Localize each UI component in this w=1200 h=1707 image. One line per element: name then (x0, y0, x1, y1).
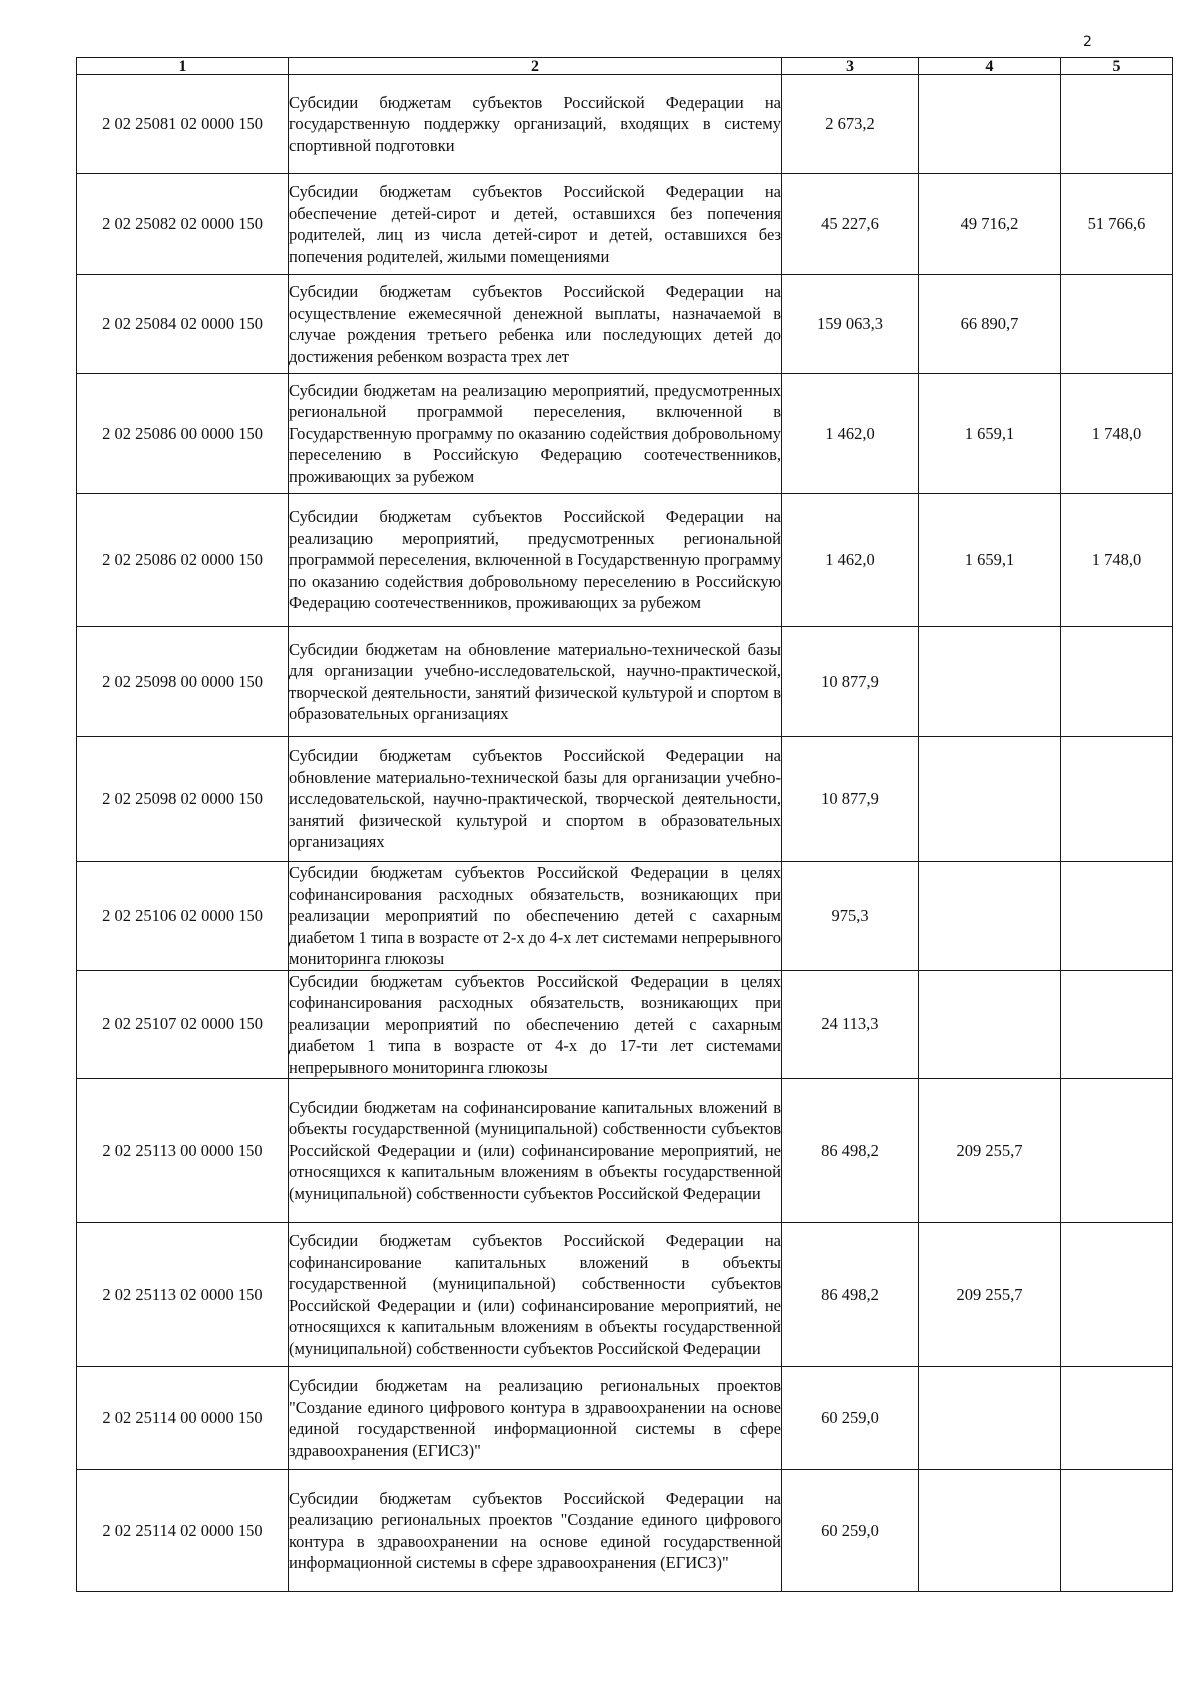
table-row (77, 75, 1173, 174)
value-col5-cell (1061, 1367, 1173, 1470)
description-cell: Субсидии бюджетам субъектов Российской Федерации в целях софинансирования расходных обязательств, возникающих при реализации мероприятий по обеспечению детей с сахарным диабетом 1 типа в возрасте от 4-х до 17-ти лет системами непрерывного мониторинга глюкозы (289, 971, 781, 1077)
description-cell: Субсидии бюджетам на реализацию региональных проектов "Создание единого цифрового контура в здравоохранении на основе единой государственной информационной системы в сфере здравоохранения (ЕГИСЗ)" (289, 1367, 782, 1470)
page-number: 2 (1083, 34, 1092, 50)
value-col3-cell: 86 498,2 (782, 1223, 919, 1367)
value-col3-cell: 60 259,0 (782, 1470, 919, 1592)
value-col5-cell (1061, 970, 1173, 1079)
value-col5-cell (1061, 737, 1173, 862)
description-cell: Субсидии бюджетам субъектов Российской Федерации на государственную поддержку организаций, входящих в систему спортивной подготовки (289, 75, 782, 174)
value-col4-cell (919, 1367, 1061, 1470)
budget-code-cell: 2 02 25114 00 0000 150 (77, 1367, 289, 1470)
value-col3-cell: 1 462,0 (782, 374, 919, 494)
value-col3-cell: 1 462,0 (782, 494, 919, 627)
column-header-value-3: 3 (782, 58, 919, 75)
value-col4-cell (919, 862, 1061, 971)
value-col3-cell: 2 673,2 (782, 75, 919, 174)
value-col4-cell (919, 1470, 1061, 1592)
header-row (77, 58, 1173, 75)
description-cell: Субсидии бюджетам субъектов Российской Федерации на реализацию мероприятий, предусмотренных региональной программой переселения, включенной в Государственную программу по оказанию содействия добровольному переселению в Российскую Федерацию соотечественников, проживающих за рубежом (289, 494, 782, 627)
value-col5-cell (1061, 1470, 1173, 1592)
budget-code-cell: 2 02 25113 00 0000 150 (77, 1079, 289, 1223)
budget-code-cell: 2 02 25082 02 0000 150 (77, 174, 289, 275)
value-col3-cell: 10 877,9 (782, 627, 919, 737)
column-header-code: 1 (77, 58, 289, 75)
table-row (77, 275, 1173, 374)
budget-code-cell: 2 02 25081 02 0000 150 (77, 75, 289, 174)
budget-code-cell: 2 02 25086 02 0000 150 (77, 494, 289, 627)
value-col5-cell (1061, 627, 1173, 737)
value-col3-cell: 159 063,3 (782, 275, 919, 374)
table-row (77, 1223, 1173, 1367)
budget-code-cell: 2 02 25086 00 0000 150 (77, 374, 289, 494)
budget-code-cell: 2 02 25098 00 0000 150 (77, 627, 289, 737)
value-col5-cell: 1 748,0 (1061, 494, 1173, 627)
value-col5-cell (1061, 862, 1173, 971)
table-row (77, 627, 1173, 737)
description-cell: Субсидии бюджетам субъектов Российской Федерации в целях софинансирования расходных обязательств, возникающих при реализации мероприятий по обеспечению детей с сахарным диабетом 1 типа в возрасте от 2-х до 4-х лет системами непрерывного мониторинга глюкозы (289, 863, 781, 968)
description-cell: Субсидии бюджетам на софинансирование капитальных вложений в объекты государственной (муниципальной) собственности субъектов Российской Федерации и (или) софинансирование мероприятий, не относящихся к капитальным вложениям в объекты государственной (муниципальной) собственности субъектов Российской Федерации (289, 1079, 782, 1223)
budget-table (76, 57, 1173, 1592)
value-col4-cell: 209 255,7 (919, 1223, 1061, 1367)
table-header (77, 58, 1173, 75)
value-col3-cell: 86 498,2 (782, 1079, 919, 1223)
budget-code-cell: 2 02 25098 02 0000 150 (77, 737, 289, 862)
description-cell: Субсидии бюджетам субъектов Российской Федерации на обновление материально-технической базы для организации учебно-исследовательской, научно-практической, творческой деятельности, занятий физической культурой и спортом в образовательных организациях (289, 737, 782, 862)
table-row (77, 1079, 1173, 1223)
table-row (77, 494, 1173, 627)
budget-code-cell: 2 02 25113 02 0000 150 (77, 1223, 289, 1367)
value-col4-cell (919, 970, 1061, 1079)
value-col4-cell: 1 659,1 (919, 494, 1061, 627)
value-col5-cell: 1 748,0 (1061, 374, 1173, 494)
description-cell: Субсидии бюджетам на обновление материально-технической базы для организации учебно-исследовательской, научно-практической, творческой деятельности, занятий физической культурой и спортом в образовательных организациях (289, 627, 782, 737)
table-row (77, 374, 1173, 494)
column-header-value-5: 5 (1061, 58, 1173, 75)
table-row (77, 174, 1173, 275)
table-body (77, 75, 1173, 1592)
value-col3-cell: 45 227,6 (782, 174, 919, 275)
value-col5-cell (1061, 1079, 1173, 1223)
description-cell: Субсидии бюджетам субъектов Российской Федерации на обеспечение детей-сирот и детей, оставшихся без попечения родителей, лиц из числа детей-сирот и детей, оставшихся без попечения родителей, жилыми помещениями (289, 174, 782, 275)
value-col3-cell: 975,3 (782, 862, 919, 971)
value-col5-cell (1061, 75, 1173, 174)
value-col4-cell (919, 737, 1061, 862)
value-col3-cell: 10 877,9 (782, 737, 919, 862)
value-col3-cell: 60 259,0 (782, 1367, 919, 1470)
value-col4-cell: 209 255,7 (919, 1079, 1061, 1223)
value-col5-cell (1061, 1223, 1173, 1367)
description-cell: Субсидии бюджетам субъектов Российской Федерации на софинансирование капитальных вложений в объекты государственной (муниципальной) собственности субъектов Российской Федерации и (или) софинансирование мероприятий, не относящихся к капитальным вложениям в объекты государственной (муниципальной) собственности субъектов Российской Федерации (289, 1223, 782, 1367)
value-col4-cell (919, 627, 1061, 737)
column-header-description: 2 (289, 58, 782, 75)
table-row (77, 1367, 1173, 1470)
table-row (77, 970, 1173, 1079)
budget-code-cell: 2 02 25106 02 0000 150 (77, 862, 289, 971)
description-cell: Субсидии бюджетам на реализацию мероприятий, предусмотренных региональной программой переселения, включенной в Государственную программу по оказанию содействия добровольному переселению в Российскую Федерацию соотечественников, проживающих за рубежом (289, 374, 782, 494)
table-row (77, 1470, 1173, 1592)
value-col3-cell: 24 113,3 (782, 970, 919, 1079)
value-col4-cell: 49 716,2 (919, 174, 1061, 275)
value-col4-cell (919, 75, 1061, 174)
description-cell: Субсидии бюджетам субъектов Российской Федерации на реализацию региональных проектов "Создание единого цифрового контура в здравоохранении на основе единой государственной информационной системы в сфере здравоохранения (ЕГИСЗ)" (289, 1470, 782, 1592)
budget-code-cell: 2 02 25084 02 0000 150 (77, 275, 289, 374)
value-col4-cell: 1 659,1 (919, 374, 1061, 494)
description-cell: Субсидии бюджетам субъектов Российской Федерации на осуществление ежемесячной денежной выплаты, назначаемой в случае рождения третьего ребенка или последующих детей до достижения ребенком возраста трех лет (289, 275, 782, 374)
column-header-value-4: 4 (919, 58, 1061, 75)
value-col5-cell: 51 766,6 (1061, 174, 1173, 275)
value-col4-cell: 66 890,7 (919, 275, 1061, 374)
table-row (77, 737, 1173, 862)
value-col5-cell (1061, 275, 1173, 374)
budget-code-cell: 2 02 25107 02 0000 150 (77, 970, 289, 1079)
budget-code-cell: 2 02 25114 02 0000 150 (77, 1470, 289, 1592)
table-row (77, 862, 1173, 971)
